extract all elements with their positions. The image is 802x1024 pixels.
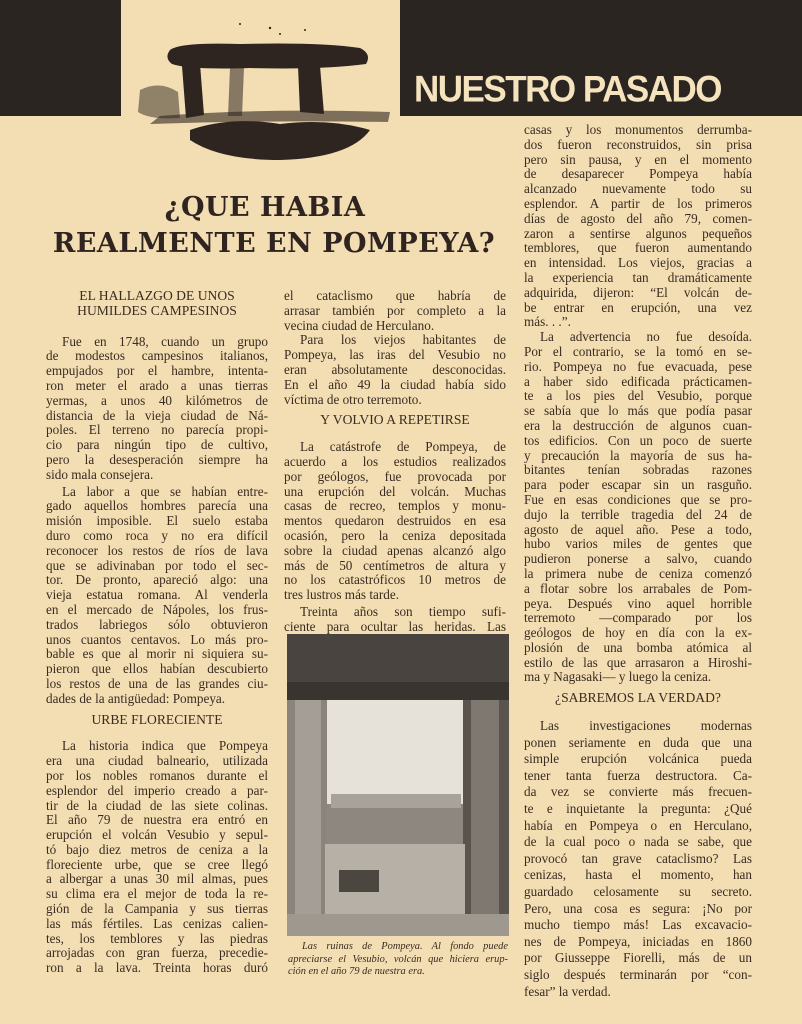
text-line: las más fértiles. Las cenizas calien- [46,915,268,931]
paragraph [284,289,506,333]
article-title-line-2: REALMENTE EN POMPEYA? [52,228,496,259]
text-line: unos cuantos centavos. Lo más pro- [46,631,268,647]
text-line: había en Pompeya o en Herculano, [524,817,752,833]
text-line: casas de recreo, templos y monu- [284,498,506,514]
text-line: ponen seriamente en duda que una [524,734,752,750]
text-line: Por el contrario, se la tomó en se- [524,343,752,359]
text-line: más. . .”. [524,314,571,330]
text-line: pero sin pausa, y en el momento [524,151,752,167]
article-title-line-1: ¿QUE HABIA [164,192,366,223]
text-line: ron a la lava. Treinta horas duró [46,960,268,976]
text-line: temblores, que fueron aumentando [524,240,752,256]
paragraph [284,440,506,603]
text-line: HUMILDES CAMPESINOS [77,302,237,318]
text-line: cenizas, hasta el momento, han [524,867,752,883]
text-line: ¿SABREMOS LA VERDAD? [555,690,721,706]
text-line: URBE FLORECIENTE [91,711,223,727]
text-line: La catástrofe de Pompeya, de [300,439,506,455]
text-line: provocó tan grave cataclismo? Las [524,850,752,866]
section-heading [284,413,506,428]
text-line: sido mala consejera. [46,466,154,482]
text-line: dujo la terrible tragedia del 24 de [524,506,752,522]
text-line: por geólogos, fue provocada por [284,468,506,484]
text-line: nes de Pompeya, iniciadas en 1860 [524,933,752,949]
text-line: mentos quedaron destruidos en esa [284,513,506,529]
paragraph [46,335,268,483]
text-line: pudieron ponerse a salvo, cuando [524,551,752,567]
paragraph [46,739,268,976]
article-column-2 [284,289,506,637]
paragraph [46,485,268,707]
text-line: ocasión, pero la ceniza depositada [284,527,506,543]
text-line: se sabía que lo más que podía pasar [524,403,752,419]
section-heading [46,713,268,728]
text-line: agosto de aquel año. Pese a todo, [524,521,752,537]
text-line: La historia indica que Pompeya [62,738,268,754]
text-line: poles. El terreno no parecía propi- [46,422,268,438]
text-line: gión de la Campania y sus tierras [46,901,268,917]
text-line: ron meter el arado a unas tierras [46,377,268,393]
text-line: ma y Nagasaki— y luego la ceniza. [524,669,712,685]
text-line: En el año 49 la ciudad había sido [284,376,506,392]
text-line: en intensidad. Los viejos, gracias a [524,255,752,271]
text-line: alcanzado nuevamente todo su [524,181,752,197]
text-line: en el mercado de Nápoles, los frus- [46,601,268,617]
text-line: gado aquellos hombres parecía una [46,498,268,514]
text-line: dades de la antigüedad: Pompeya. [46,690,226,706]
text-line: más de 50 centímetros de altura y [284,557,506,573]
text-line: El año 79 de nuestra era entró en [46,812,268,828]
text-line: La labor a que se habían entre- [62,483,268,499]
text-line: Fue en esas condiciones que se pro- [524,491,752,507]
header-band-left [0,0,121,116]
text-line: era la destrucción de algunos cuan- [524,417,752,433]
text-line: vieja estatua romana. Al venderla [46,587,268,603]
text-line: una erupción del volcán. Muchas [284,483,506,499]
text-line: acuerdo a los estudios realizados [284,453,506,469]
text-line: bable es que al morir ni siquiera su- [46,646,268,662]
text-line: sobre la ciudad apenas alcanzó algo [284,542,506,558]
text-line: era una ciudad balneario, utilizada [46,753,268,769]
text-line: guardado celosamente su secreto. [524,884,752,900]
text-line: los restos de una de las grandes ciu- [46,675,268,691]
text-line: mucho tiempo más! Las excavacio- [524,917,752,933]
text-line: trados labriegos sólo obtuvieron [46,616,268,632]
text-line: tos edificios. Con un poco de suerte [524,432,752,448]
caption-line: ción en el año 79 de nuestra era. [288,966,425,978]
text-line: Para los viejos habitantes de [300,332,506,348]
text-line: tes, los temblores y las piedras [46,930,268,946]
text-line: Pero, una cosa es segura: ¡No por [524,900,752,916]
text-line: duro como roca y no era difícil [46,527,268,543]
article-column-3 [524,123,752,1002]
text-line: Pompeya, las iras del Vesubio no [284,347,506,363]
text-line: adquirida, dijeron: “El volcán de- [524,284,752,300]
text-line: peya. Después vino aquel horrible [524,595,752,611]
text-line: la primera nube de ceniza comenzó [524,565,752,581]
text-line: te a los pies del Vesubio, porque [524,388,752,404]
text-line: la experiencia tan dramáticamente [524,269,752,285]
text-line: arrasar también por completo a la [284,302,506,318]
text-line: de desaparecer Pompeya había [524,166,752,182]
text-line: tres lustros más tarde. [284,587,399,603]
text-line: terremoto —comparado por los [524,610,752,626]
text-line: Y VOLVIO A REPETIRSE [320,412,470,428]
text-line: geólogos de hoy en día con la ex- [524,625,752,641]
text-line: bitantes tenían sobradas razones [524,462,752,478]
text-line: casas y los monumentos derrumba- [524,122,752,137]
text-line: floreciente urbe, que se cree llegó [46,856,268,872]
article-column-1 [46,289,268,978]
text-line: distancia de la vieja ciudad de Ná- [46,407,268,423]
text-line: cio para ningún tipo de cultivo, [46,437,268,453]
text-line: La advertencia no fue desoída. [540,329,752,345]
text-line: siglo después terminarán por “con- [524,966,752,982]
photo-caption [288,941,508,979]
text-line: misión imposible. El suelo estaba [46,513,268,529]
text-line: ciente para ocultar las heridas. Las [284,618,506,634]
paragraph [284,605,506,635]
text-line: fesar” la verdad. [524,983,611,999]
text-line: días de agosto del año 79, comen- [524,210,752,226]
section-heading [46,289,268,319]
text-line: da vez se convierte más frecuen- [524,784,752,800]
text-line: eran absolutamente desconocidas. [284,361,506,377]
text-line: a albergar a unas 30 mil almas, pues [46,871,268,887]
text-line: su clima era el mejor de toda la re- [46,886,268,902]
text-line: tó bajo diez metros de ceniza a la [46,841,268,857]
text-line: el cataclismo que habría de [284,288,506,303]
section-title: NUESTRO PASADO [414,69,721,110]
text-line: para poder escapar sin un rasguño. [524,477,752,493]
text-line: que se adivinaban por todo el sec- [46,557,268,573]
text-line: tor. De pronto, apareció algo: una [46,572,268,588]
text-line: zaron a sentirse algunos pequeños [524,225,752,241]
text-line: pieron que ellos habían descubierto [46,661,268,677]
text-line: Fue en 1748, cuando un grupo [62,333,268,349]
text-line: tener tanta fuerza destructora. Ca- [524,767,752,783]
text-line: EL HALLAZGO DE UNOS [79,288,235,303]
text-line: de modestos campesinos italianos, [46,348,268,364]
text-line: Las investigaciones modernas [540,718,752,734]
dolmen-illustration [120,20,400,165]
text-line: de la cual poco o nada se sabe, que [524,834,752,850]
text-line: pero la desesperación siempre ha [46,451,268,467]
text-line: simple erupción volcánica pueda [524,751,752,767]
text-line: te e inquietante la pregunta: ¿Qué [524,801,752,817]
paragraph [524,330,752,685]
text-line: hubo varios miles de gentes que [524,536,752,552]
text-line: reconocer los restos de ríos de lava [46,542,268,558]
text-line: por Giusseppe Fiorelli, más de un [524,950,752,966]
text-line: be entrar en erupción, una vez [524,299,752,315]
text-line: erupción el volcán Vesubio y sepul- [46,827,268,843]
text-line: arrojadas con gran fuerza, precedie- [46,945,268,961]
text-line: empujados por el hambre, intenta- [46,363,268,379]
pompeii-ruins-photo [287,634,509,936]
text-line: por los nobles romanos durante el [46,767,268,783]
text-line: vecina ciudad de Herculano. [284,317,435,333]
text-line: yermas, a unos 40 kilómetros de [46,392,268,408]
caption-line: apreciarse el Vesubio, volcán que hiciera erup- [288,953,508,965]
caption-line: Las ruinas de Pompeya. Al fondo puede [302,941,508,952]
text-line: tir de la ciudad de las siete colinas. [46,797,268,813]
text-line: rio. Pompeya no fue evacuada, pese [524,358,752,374]
text-line: Treinta años son tiempo sufi- [300,603,506,619]
paragraph [524,718,752,1000]
text-line: esplendor del imperio creado a par- [46,782,268,798]
text-line: y precaución la mayoría de sus ha- [524,447,752,463]
text-line: esplendor. A partir de los primeros [524,195,752,211]
text-line: dos fueron reconstruidos, sin prisa [524,136,752,152]
text-line: víctima de otro terremoto. [284,391,422,407]
text-line: no los catastróficos 10 metros de [284,572,506,588]
paragraph [524,123,752,330]
text-line: a haber sido edificada prácticamen- [524,373,752,389]
paragraph [284,333,506,407]
text-line: plosión de una bomba atómica al [524,639,752,655]
text-line: estilo de las que arrasaron a Hiroshi- [524,654,752,670]
section-heading [524,691,752,706]
text-line: a flotar sobre los arrabales de Pom- [524,580,752,596]
